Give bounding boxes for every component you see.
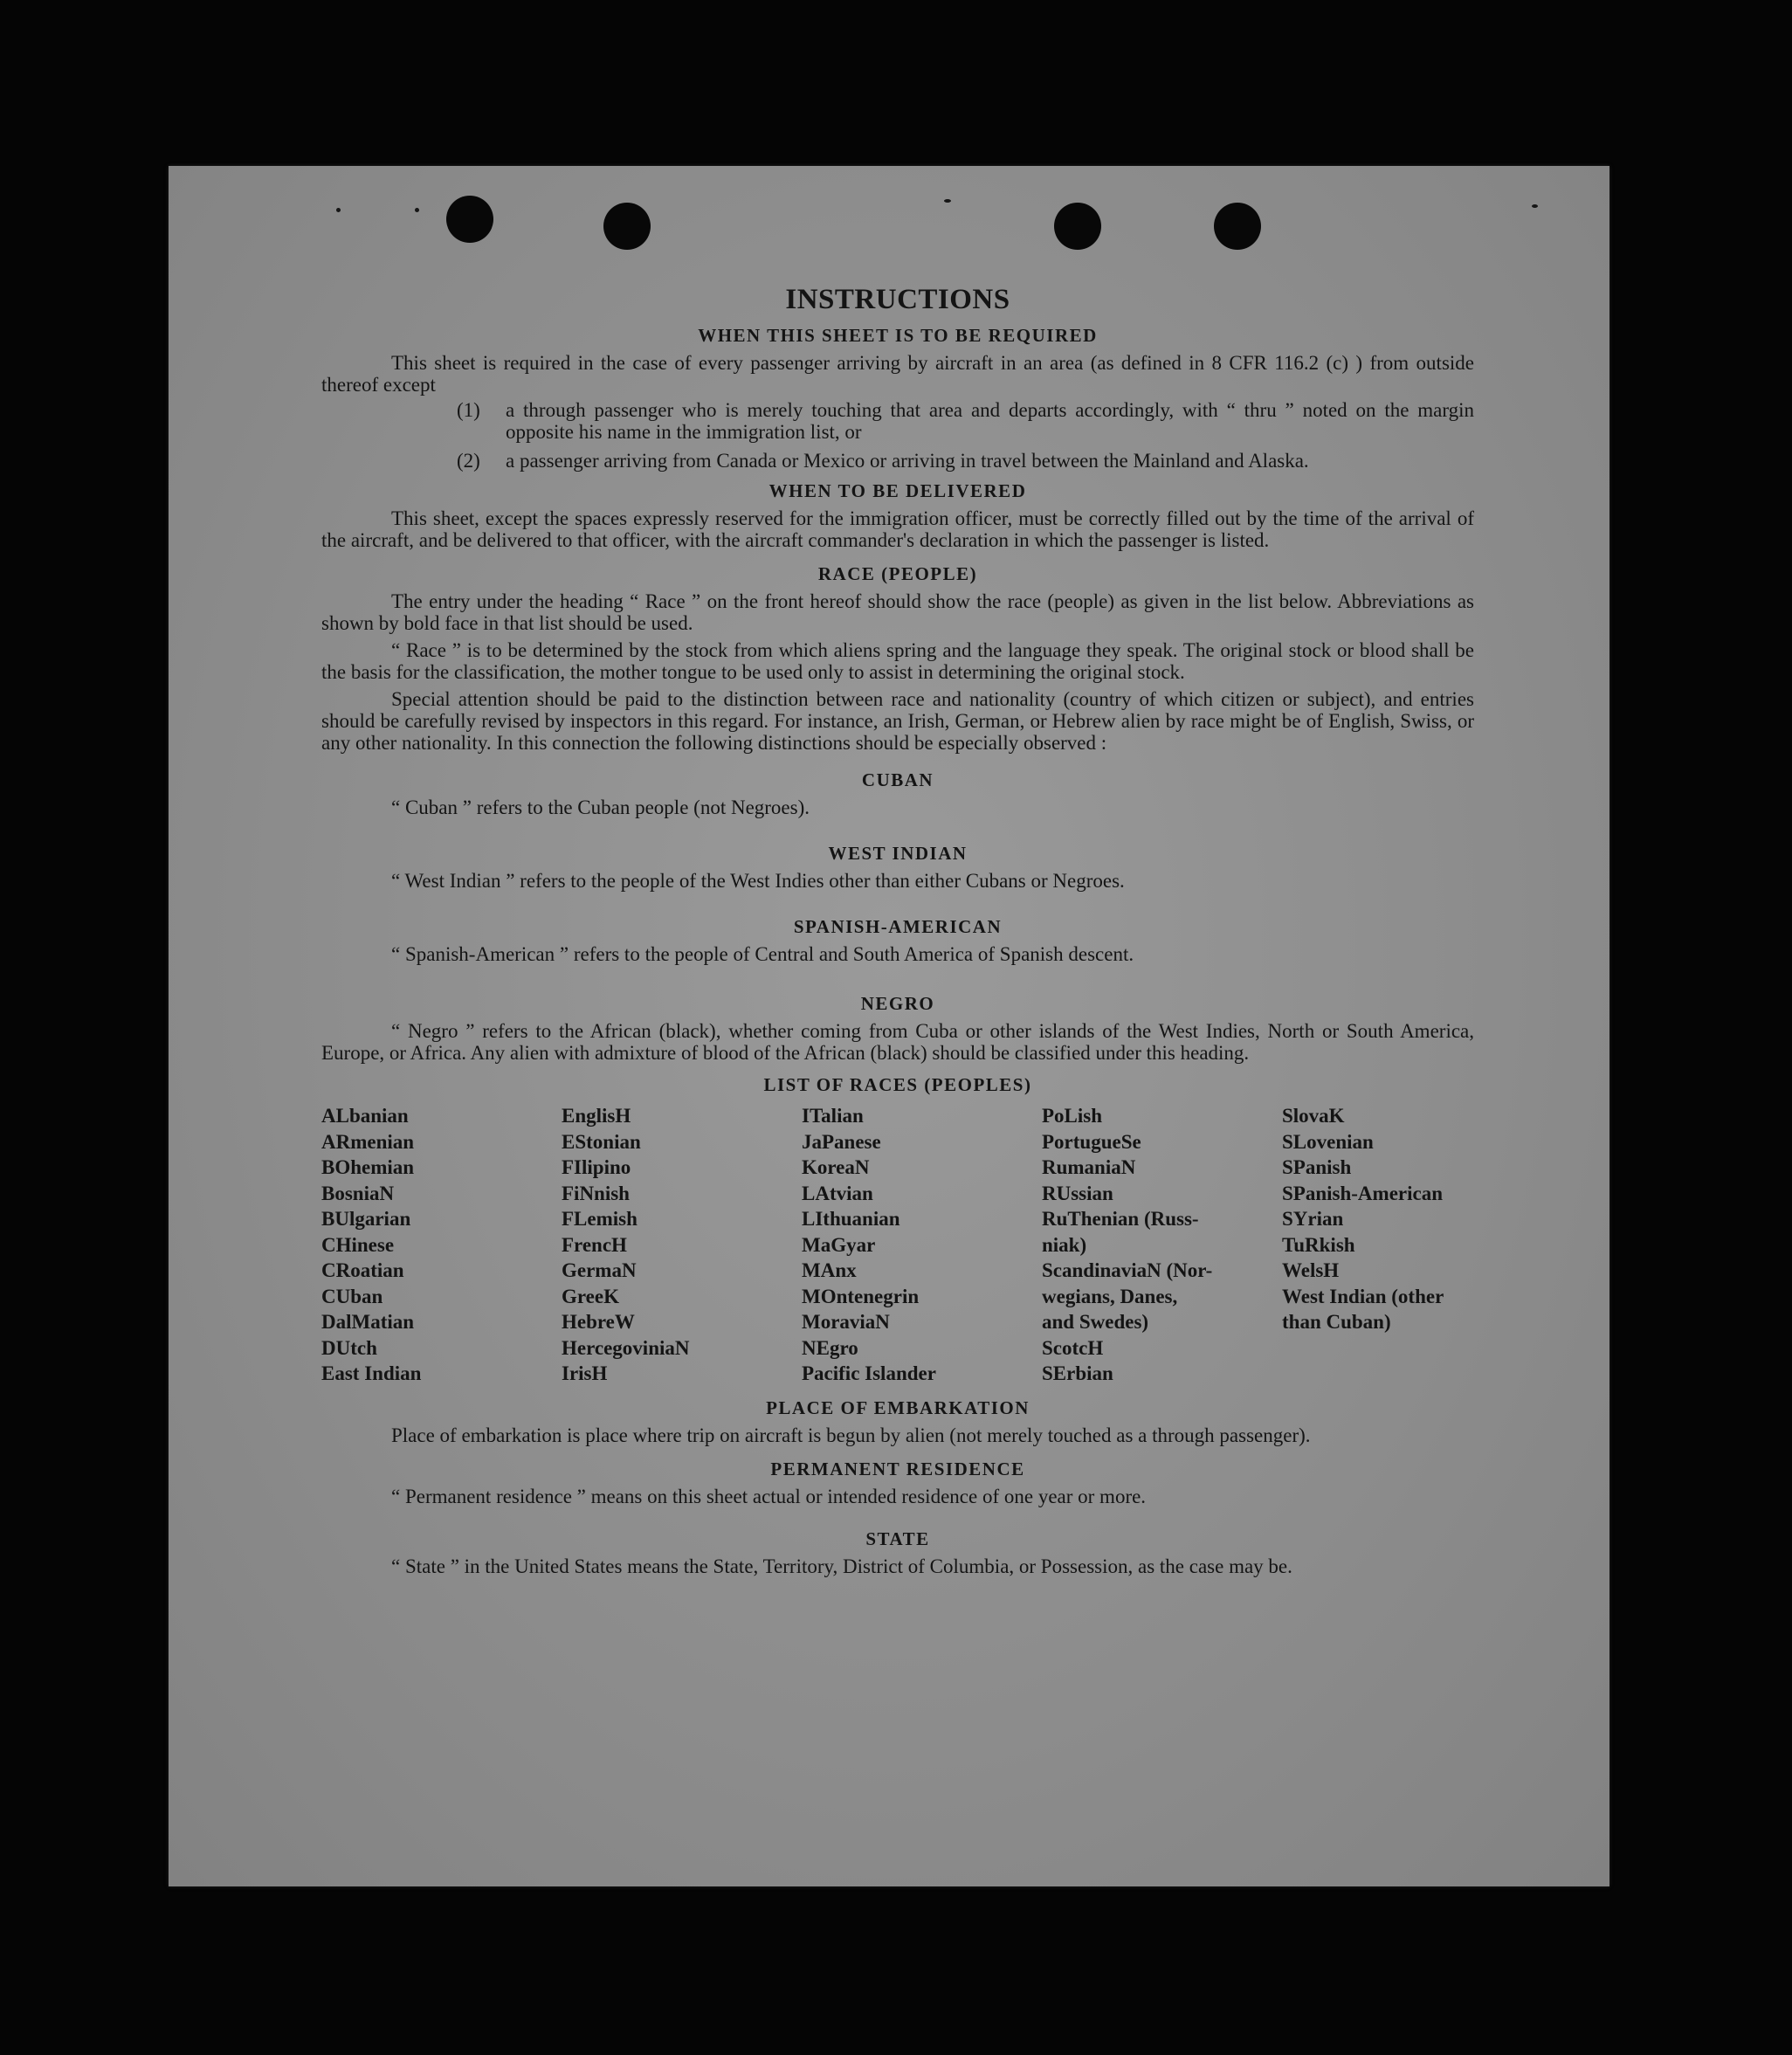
race-entry: FrencH bbox=[562, 1233, 627, 1256]
race-entry: HebreW bbox=[562, 1311, 635, 1333]
item-number: (2) bbox=[457, 450, 480, 472]
speck bbox=[944, 199, 951, 203]
race-entry: ITalian bbox=[802, 1105, 864, 1127]
race-entry: BUlgarian bbox=[321, 1208, 411, 1230]
race-entry: NEgro bbox=[802, 1336, 858, 1359]
race-entry: ALbanian bbox=[321, 1105, 409, 1127]
races-column-1 bbox=[321, 1103, 562, 1387]
races-column-2 bbox=[562, 1103, 802, 1387]
race-entry: LAtvian bbox=[802, 1182, 873, 1204]
punch-hole bbox=[446, 196, 493, 243]
race-entry: PortugueSe bbox=[1042, 1130, 1141, 1153]
race-entry: CRoatian bbox=[321, 1259, 404, 1281]
speck bbox=[1532, 204, 1538, 208]
punch-hole bbox=[603, 203, 651, 250]
race-entry: JaPanese bbox=[802, 1130, 881, 1153]
paragraph: “ Negro ” refers to the African (black), whether coming from Cuba or other islands of the West Indies, North or South America, Europe, or Africa. Any alien with admixture of blood of the African (black) should be classified under this heading. bbox=[321, 1020, 1474, 1064]
section-heading: PLACE OF EMBARKATION bbox=[766, 1396, 1030, 1418]
section-heading: CUBAN bbox=[861, 769, 934, 790]
item-number: (1) bbox=[457, 399, 480, 421]
race-entry: RumaniaN bbox=[1042, 1156, 1136, 1178]
item-text: a passenger arriving from Canada or Mexico or arriving in travel between the Mainland and Alaska. bbox=[506, 450, 1309, 472]
race-entry: HercegoviniaN bbox=[562, 1336, 690, 1359]
list-item bbox=[457, 450, 1474, 472]
races-column-5 bbox=[1282, 1103, 1474, 1387]
races-column-3 bbox=[802, 1103, 1042, 1387]
race-entry: MAnx bbox=[802, 1259, 857, 1281]
section-heading: WHEN THIS SHEET IS TO BE REQUIRED bbox=[698, 325, 1098, 346]
section-heading: PERMANENT RESIDENCE bbox=[770, 1458, 1025, 1479]
race-entry: Pacific Islander bbox=[802, 1362, 936, 1384]
race-entry: SPanish bbox=[1282, 1156, 1352, 1178]
race-entry: BOhemian bbox=[321, 1156, 415, 1178]
race-entry: FiNnish bbox=[562, 1182, 630, 1204]
section-heading: NEGRO bbox=[860, 993, 935, 1014]
list-item bbox=[457, 399, 1474, 443]
race-entry: MaGyar bbox=[802, 1233, 876, 1256]
race-entry: PoLish bbox=[1042, 1105, 1103, 1127]
paragraph: This sheet is required in the case of every passenger arriving by aircraft in an area (as defined in 8 CFR 116.2 (c) ) from outside thereof except bbox=[321, 352, 1474, 396]
race-entry: KoreaN bbox=[802, 1156, 870, 1178]
paragraph: Special attention should be paid to the distinction between race and nationality (country of which citizen or subject), and entries should be carefully revised by inspectors in this regard. For instance, an Irish, German, or Hebrew alien by race might be of English, Swiss, or any other nationality. In this connection the following distinctions should be especially observed : bbox=[321, 688, 1474, 754]
race-entry: ScandinaviaN (Nor- wegians, Danes, and Swedes) bbox=[1042, 1259, 1213, 1333]
race-entry: East Indian bbox=[321, 1362, 422, 1384]
race-entry: SYrian bbox=[1282, 1208, 1344, 1230]
race-entry: GreeK bbox=[562, 1285, 619, 1307]
speck bbox=[336, 208, 341, 212]
race-entry: FIlipino bbox=[562, 1156, 631, 1178]
paragraph: “ State ” in the United States means the State, Territory, District of Columbia, or Possession, as the case may be. bbox=[391, 1555, 1292, 1577]
paragraph: The entry under the heading “ Race ” on the front hereof should show the race (people) as given in the list below. Abbreviations as shown by bold face in that list should be used. bbox=[321, 590, 1474, 634]
paragraph: Place of embarkation is place where trip on aircraft is begun by alien (not merely touched as a through passenger). bbox=[391, 1424, 1311, 1446]
race-entry: CHinese bbox=[321, 1233, 395, 1256]
speck bbox=[415, 208, 419, 212]
section-heading: SPANISH-AMERICAN bbox=[793, 916, 1003, 937]
race-entry: DUtch bbox=[321, 1336, 377, 1359]
race-entry: RuThenian (Russ- niak) bbox=[1042, 1208, 1199, 1256]
paragraph: “ Spanish-American ” refers to the people of Central and South America of Spanish descent. bbox=[391, 943, 1134, 965]
instructions-content bbox=[321, 284, 1474, 1577]
race-entry: GermaN bbox=[562, 1259, 637, 1281]
race-entry: BosniaN bbox=[321, 1182, 395, 1204]
page-title: INSTRUCTIONS bbox=[785, 284, 1010, 315]
race-entry: EnglisH bbox=[562, 1105, 631, 1127]
paragraph: “ Cuban ” refers to the Cuban people (not Negroes). bbox=[391, 796, 810, 818]
race-entry: RUssian bbox=[1042, 1182, 1113, 1204]
section-heading: WEST INDIAN bbox=[828, 843, 968, 864]
race-entry: SPanish-American bbox=[1282, 1182, 1443, 1204]
race-entry: CUban bbox=[321, 1285, 383, 1307]
race-entry: MOntenegrin bbox=[802, 1285, 920, 1307]
race-entry: WelsH bbox=[1282, 1259, 1340, 1281]
section-heading: RACE (PEOPLE) bbox=[817, 563, 978, 584]
section-heading: LIST OF RACES (PEOPLES) bbox=[763, 1074, 1032, 1095]
race-entry: LIthuanian bbox=[802, 1208, 900, 1230]
race-entry: DalMatian bbox=[321, 1311, 415, 1333]
race-entry: SLovenian bbox=[1282, 1130, 1374, 1153]
punch-hole bbox=[1054, 203, 1101, 250]
race-entry: FLemish bbox=[562, 1208, 638, 1230]
race-entry: ScotcH bbox=[1042, 1336, 1104, 1359]
race-entry: ARmenian bbox=[321, 1130, 415, 1153]
paragraph: “ Race ” is to be determined by the stock from which aliens spring and the language they speak. The original stock or blood shall be the basis for the classification, the mother tongue to be used only to assist in determining the original stock. bbox=[321, 639, 1474, 683]
paragraph: “ West Indian ” refers to the people of the West Indies other than either Cubans or Negroes. bbox=[391, 870, 1125, 892]
races-column-4 bbox=[1042, 1103, 1282, 1387]
punch-hole bbox=[1214, 203, 1261, 250]
race-entry: IrisH bbox=[562, 1362, 608, 1384]
race-entry: MoraviaN bbox=[802, 1311, 890, 1333]
section-heading: WHEN TO BE DELIVERED bbox=[768, 480, 1027, 501]
race-entry: EStonian bbox=[562, 1130, 641, 1153]
race-entry: TuRkish bbox=[1282, 1233, 1355, 1256]
races-list bbox=[321, 1103, 1474, 1387]
race-entry: SlovaK bbox=[1282, 1105, 1345, 1127]
paragraph: This sheet, except the spaces expressly reserved for the immigration officer, must be correctly filled out by the time of the arrival of the aircraft, and be delivered to that officer, with the aircraft commander's declaration in which the passenger is listed. bbox=[321, 507, 1474, 551]
race-entry: SErbian bbox=[1042, 1362, 1113, 1384]
document-page bbox=[169, 166, 1609, 1886]
section-heading: STATE bbox=[865, 1527, 930, 1549]
paragraph: “ Permanent residence ” means on this sheet actual or intended residence of one year or more. bbox=[391, 1485, 1147, 1507]
item-text: a through passenger who is merely touching that area and departs accordingly, with “ thru ” noted on the margin opposite his name in the immigration list, or bbox=[506, 399, 1474, 443]
race-entry: West Indian (other than Cuban) bbox=[1282, 1285, 1444, 1333]
